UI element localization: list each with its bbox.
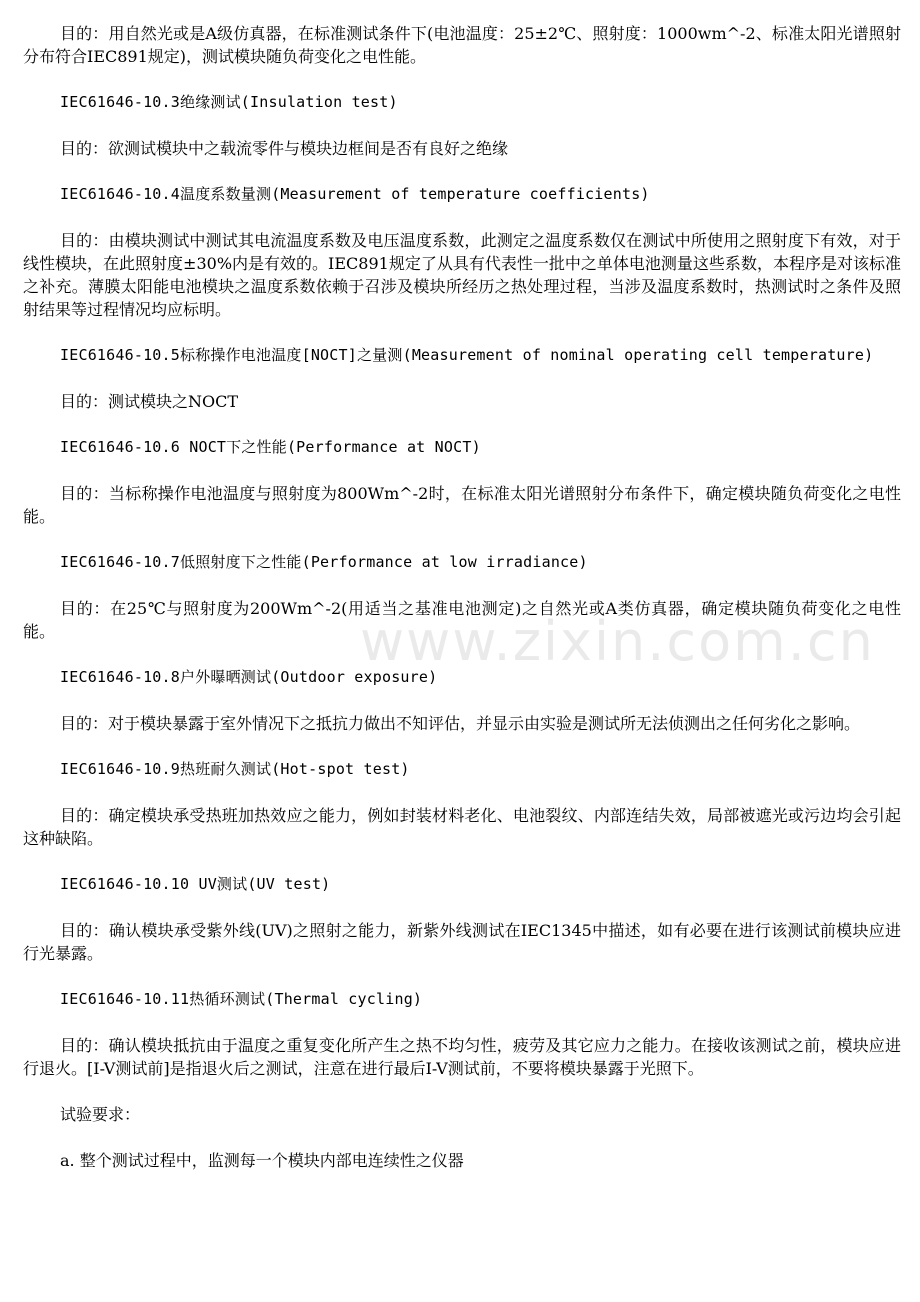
heading-10-8-outdoor-exposure: IEC61646-10.8户外曝晒测试(Outdoor exposure) (60, 668, 438, 686)
heading-10-9-hot-spot: IEC61646-10.9热班耐久测试(Hot-spot test) (60, 760, 410, 778)
paragraph-purpose-performance-at-noct: 目的：当标称操作电池温度与照射度为800Wm^-2时，在标准太阳光谱照射分布条件下，确定模块随负荷变化之电性能。 (23, 484, 901, 526)
heading-10-3-insulation: IEC61646-10.3绝缘测试(Insulation test) (60, 93, 398, 111)
heading-10-10-uv: IEC61646-10.10 UV测试(UV test) (60, 875, 331, 893)
heading-10-6-performance-at-noct: IEC61646-10.6 NOCT下之性能(Performance at NOCT) (60, 438, 481, 456)
heading-10-7-low-irradiance: IEC61646-10.7低照射度下之性能(Performance at low irradiance) (60, 553, 588, 571)
heading-10-4-temperature-coefficients: IEC61646-10.4温度系数量测(Measurement of temperature coefficients) (60, 185, 650, 203)
paragraph-purpose-noct: 目的：测试模块之NOCT (60, 392, 239, 411)
watermark: www.zixin.com.cn (360, 610, 875, 673)
paragraph-purpose-uv: 目的：确认模块承受紫外线(UV)之照射之能力，新紫外线测试在IEC1345中描述，如有必要在进行该测试前模块应进行光暴露。 (23, 921, 901, 963)
paragraph-purpose-insulation: 目的：欲测试模块中之载流零件与模块边框间是否有良好之绝缘 (60, 139, 509, 158)
document-body (23, 22, 901, 1172)
paragraph-purpose-outdoor-exposure: 目的：对于模块暴露于室外情况下之抵抗力做出不知评估，并显示由实验是测试所无法侦测出之任何劣化之影响。 (60, 714, 861, 733)
list-item-a: a. 整个测试过程中，监测每一个模块内部电连续性之仪器 (60, 1151, 464, 1170)
paragraph-purpose-hot-spot: 目的：确定模块承受热班加热效应之能力，例如封装材料老化、电池裂纹、内部连结失效，局部被遮光或污边均会引起这种缺陷。 (23, 806, 901, 848)
paragraph-purpose-stc: 目的：用自然光或是A级仿真器，在标准测试条件下(电池温度：25±2℃、照射度：1000wm^-2、标准太阳光谱照射分布符合IEC891规定)，测试模块随负荷变化之电性能。 (23, 24, 901, 66)
paragraph-purpose-temperature-coefficients: 目的：由模块测试中测试其电流温度系数及电压温度系数，此测定之温度系数仅在测试中所使用之照射度下有效，对于线性模块，在此照射度±30%内是有效的。IEC891规定了从具有代表性一批中之单体电池测量这些系数，本程序是对该标准之补充。薄膜太阳能电池模块之温度系数依赖于召涉及模块所经历之热处理过程，当涉及温度系数时，热测试时之条件及照射结果等过程情况均应标明。 (23, 231, 901, 319)
paragraph-test-requirements: 试验要求： (60, 1105, 141, 1124)
paragraph-purpose-low-irradiance: 目的：在25℃与照射度为200Wm^-2(用适当之基准电池测定)之自然光或A类仿真器，确定模块随负荷变化之电性能。 (23, 599, 901, 641)
heading-10-5-noct-measurement: IEC61646-10.5标称操作电池温度[NOCT]之量测(Measurement of nominal operating cell temperature) (60, 346, 874, 364)
heading-10-11-thermal-cycling: IEC61646-10.11热循环测试(Thermal cycling) (60, 990, 423, 1008)
paragraph-purpose-thermal-cycling: 目的：确认模块抵抗由于温度之重复变化所产生之热不均匀性，疲劳及其它应力之能力。在接收该测试之前，模块应进行退火。[I-V测试前]是指退火后之测试，注意在进行最后I-V测试前，不要将模块暴露于光照下。 (23, 1036, 901, 1078)
